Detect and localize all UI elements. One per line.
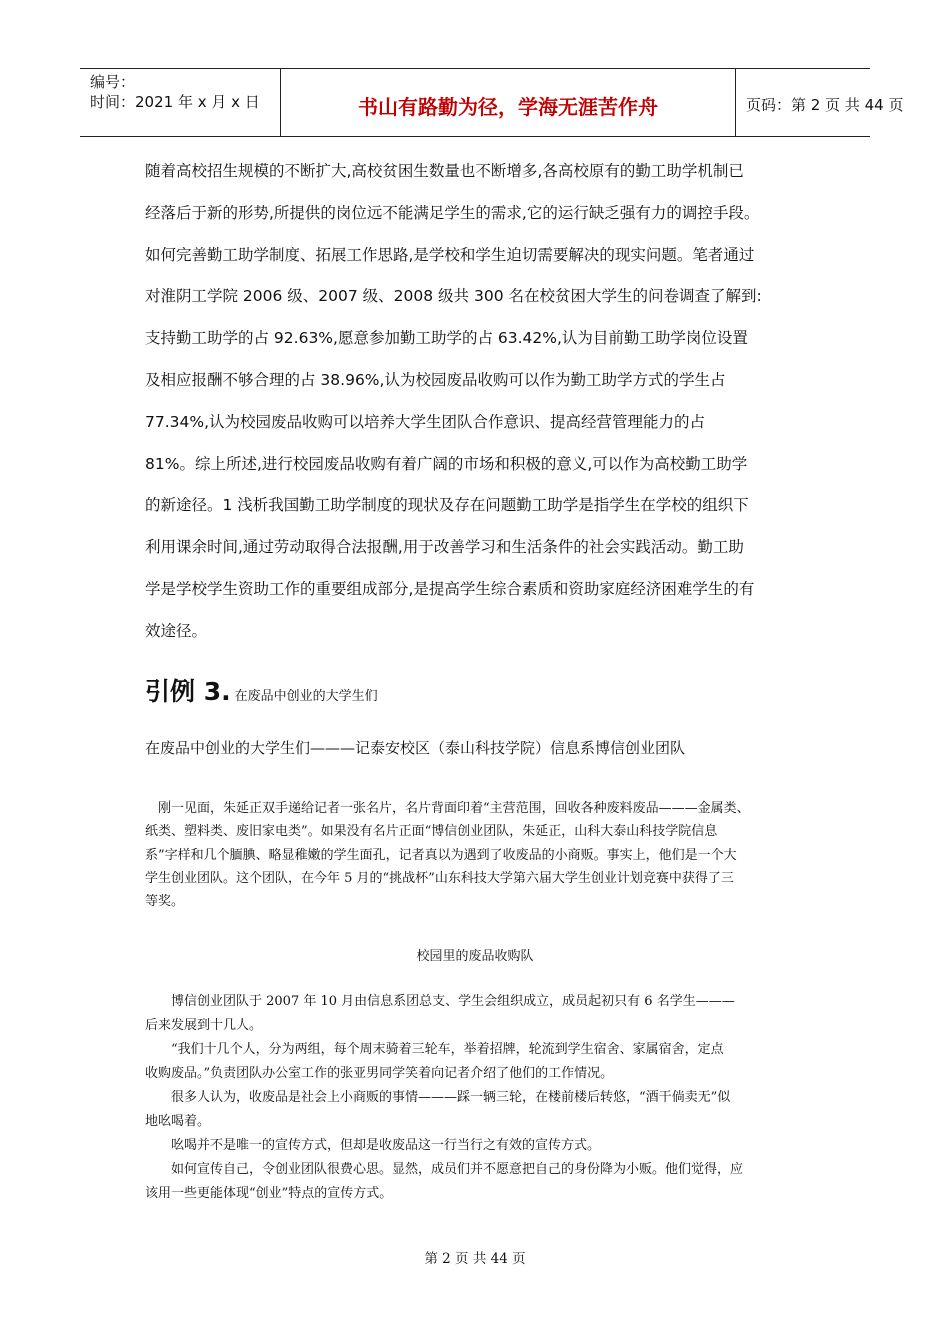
article-line: 该用一些更能体现“创业”特点的宣传方式。 (145, 1186, 393, 1201)
header-meta-cell (80, 69, 281, 136)
document-date-label: 时间：2021 年 x 月 x 日 (90, 93, 260, 111)
article-subtitle: 在废品中创业的大学生们———记泰安校区（泰山科技学院）信息系博信创业团队 (145, 739, 686, 757)
article-line: 吆喝并不是唯一的宣传方式，但却是收废品这一行当行之有效的宣传方式。 (145, 1138, 601, 1153)
body-line: 学是学校学生资助工作的重要组成部分,是提高学生综合素质和资助家庭经济困难学生的有 (145, 579, 755, 598)
header-page-info: 页码：第 2 页 共 44 页 (746, 96, 904, 114)
article-line: 很多人认为，收废品是社会上小商贩的事情———踩一辆三轮，在楼前楼后转悠，“酒干倘卖无”似 (145, 1090, 731, 1105)
header-page-cell (736, 69, 904, 136)
document-number-label: 编号： (90, 73, 136, 91)
body-line: 随着高校招生规模的不断扩大,高校贫困生数量也不断增多,各高校原有的勤工助学机制已 (145, 162, 744, 180)
section-heading (145, 672, 378, 708)
body-line: 如何完善勤工助学制度、拓展工作思路,是学校和学生迫切需要解决的现实问题。笔者通过 (145, 245, 755, 264)
article-line: 后来发展到十几人。 (145, 1018, 263, 1033)
section-heading-number: 引例 3. (145, 677, 231, 706)
article-intro (145, 797, 825, 913)
body-line: 的新途径。1 浅析我国勤工助学制度的现状及存在问题勤工助学是指学生在学校的组织下 (145, 496, 749, 515)
article-section-title: 校园里的废品收购队 (416, 949, 534, 964)
header-table (80, 68, 904, 137)
body-line: 及相应报酬不够合理的占 38.96%,认为校园废品收购可以作为勤工助学方式的学生占 (145, 370, 726, 389)
article-line: 纸类、塑料类、废旧家电类”。如果没有名片正面“博信创业团队，朱延正，山科大泰山科技学院信息 (145, 824, 718, 840)
article-line: 等奖。 (145, 894, 185, 910)
body-line: 对淮阴工学院 2006 级、2007 级、2008 级共 300 名在校贫困大学生的问卷调查了解到: (145, 287, 762, 306)
article-line: “我们十几个人，分为两组，每个周末骑着三轮车，举着招牌，轮流到学生宿舍、家属宿舍，定点 (145, 1042, 724, 1057)
body-line: 效途径。 (145, 621, 208, 640)
article-line: 系”字样和几个腼腆、略显稚嫩的学生面孔，记者真以为遇到了收废品的小商贩。事实上，他们是一个大 (145, 847, 737, 863)
body-paragraph (145, 157, 825, 659)
section-heading-caption: 在废品中创业的大学生们 (234, 689, 378, 704)
article-line: 收购废品。”负责团队办公室工作的张亚男同学笑着向记者介绍了他们的工作情况。 (145, 1066, 614, 1081)
body-line: 81%。综上所述,进行校园废品收购有着广阔的市场和积极的意义,可以作为高校勤工助学 (145, 454, 748, 473)
article-line: 如何宣传自己，令创业团队很费心思。显然，成员们并不愿意把自己的身份降为小贩。他们觉得，应 (145, 1162, 744, 1177)
page-footer: 第 2 页 共 44 页 (424, 1251, 526, 1267)
body-line: 支持勤工助学的占 92.63%,愿意参加勤工助学的占 63.42%,认为目前勤工助学岗位设置 (145, 329, 748, 348)
article-line: 学生创业团队。这个团队，在今年 5 月的“挑战杯”山东科技大学第六届大学生创业计划竞赛中获得了三 (145, 870, 734, 886)
article-line: 刚一见面，朱延正双手递给记者一张名片，名片背面印着“主营范围，回收各种废料废品———金属类、 (145, 801, 750, 816)
header-motto-cell (281, 69, 736, 136)
article-body (145, 990, 825, 1206)
body-line: 经落后于新的形势,所提供的岗位远不能满足学生的需求,它的运行缺乏强有力的调控手段。 (145, 203, 760, 222)
article-line: 地吆喝着。 (145, 1114, 211, 1129)
body-line: 利用课余时间,通过劳动取得合法报酬,用于改善学习和生活条件的社会实践活动。勤工助 (145, 538, 744, 557)
body-line: 77.34%,认为校园废品收购可以培养大学生团队合作意识、提高经营管理能力的占 (145, 412, 706, 431)
header-motto: 书山有路勤为径，学海无涯苦作舟 (358, 95, 658, 119)
article-line: 博信创业团队于 2007 年 10 月由信息系团总支、学生会组织成立，成员起初只有 6 名学生——— (145, 994, 735, 1009)
